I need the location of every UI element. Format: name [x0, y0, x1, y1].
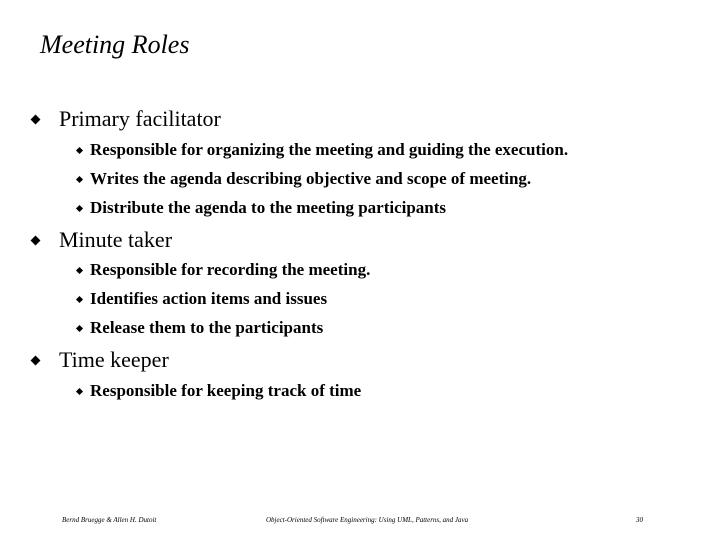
small-diamond-bullet-icon — [76, 204, 83, 211]
small-diamond-bullet-icon — [76, 146, 83, 153]
diamond-bullet-icon — [31, 355, 41, 365]
role-detail-text: Writes the agenda describing objective and scope of meeting. — [90, 169, 532, 188]
role-detail-text: Responsible for recording the meeting. — [90, 260, 371, 279]
footer-page-number: 30 — [636, 516, 643, 524]
small-diamond-bullet-icon — [76, 324, 83, 331]
role-detail-text: Responsible for keeping track of time — [90, 381, 362, 400]
role-label: Time keeper — [59, 347, 169, 372]
role-item-primary-facilitator — [30, 104, 221, 134]
role-item-minute-taker — [30, 225, 172, 255]
diamond-bullet-icon — [31, 114, 41, 124]
role-detail-text: Distribute the agenda to the meeting participants — [90, 198, 447, 217]
footer-book-title: Object-Oriented Software Engineering: Using UML, Patterns, and Java — [266, 516, 469, 524]
role-detail-item — [75, 379, 361, 403]
role-detail-text: Responsible for organizing the meeting and guiding the execution. — [90, 140, 569, 159]
small-diamond-bullet-icon — [76, 387, 83, 394]
role-item-time-keeper — [30, 345, 169, 375]
small-diamond-bullet-icon — [76, 175, 83, 182]
role-label: Minute taker — [59, 227, 173, 252]
role-detail-text: Release them to the participants — [90, 318, 324, 337]
role-label: Primary facilitator — [59, 106, 221, 131]
role-detail-item — [75, 196, 446, 220]
role-detail-item — [75, 138, 568, 162]
role-detail-text: Identifies action items and issues — [90, 289, 328, 308]
diamond-bullet-icon — [31, 235, 41, 245]
small-diamond-bullet-icon — [76, 295, 83, 302]
role-detail-item — [75, 316, 323, 340]
small-diamond-bullet-icon — [76, 266, 83, 273]
role-detail-item — [75, 287, 327, 311]
footer-authors: Bernd Bruegge & Allen H. Dutoit — [62, 516, 157, 524]
role-detail-item — [75, 167, 531, 191]
role-detail-item — [75, 258, 370, 282]
slide-title: Meeting Roles — [40, 30, 190, 59]
